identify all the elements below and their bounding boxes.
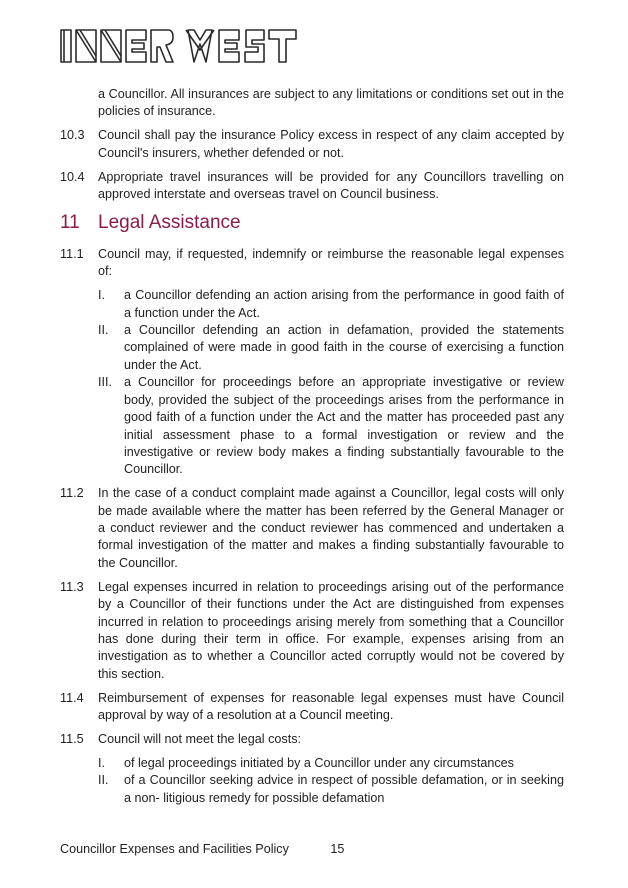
section-number: 11 — [60, 211, 80, 233]
paragraph-number: 11.2 — [60, 486, 84, 501]
list-item-marker: I. — [98, 288, 105, 303]
paragraph-number: 10.4 — [60, 169, 85, 184]
section-heading — [60, 210, 564, 236]
paragraph-11-2 — [60, 485, 564, 572]
section-title: Legal Assistance — [98, 211, 241, 233]
paragraph-text: Council may, if requested, indemnify or reimburse the reasonable legal expenses of: — [98, 246, 564, 279]
list-item-marker: III. — [98, 375, 112, 390]
paragraph-number: 10.3 — [60, 128, 85, 143]
list-item — [98, 322, 564, 374]
paragraph-text: Appropriate travel insurances will be provided for any Councillors travelling on approved interstate and overseas travel on Council business. — [98, 169, 564, 202]
document-body — [60, 86, 564, 814]
paragraph-11-3 — [60, 579, 564, 683]
sub-list-11-5 — [60, 755, 564, 807]
paragraph-number: 11.5 — [60, 732, 84, 746]
paragraph-text: Legal expenses incurred in relation to proceedings arising out of the performance by a Councillor of their functions under the Act are distinguished from expenses incurred in relation to proceedings arising merely from something that a Councillor has done during their term in office. For example, expenses arising from an investigation as to whether a Councillor acted corruptly would not be covered by this section. — [98, 579, 564, 681]
page-number: 15 — [330, 842, 345, 856]
paragraph-11-4 — [60, 690, 564, 725]
list-item-marker: I. — [98, 755, 105, 770]
paragraph-number: 11.4 — [60, 690, 84, 705]
list-item — [98, 755, 564, 772]
list-item-marker: II. — [98, 323, 109, 338]
list-item — [98, 287, 564, 322]
paragraph-11-1 — [60, 246, 564, 281]
list-item-text: of legal proceedings initiated by a Councillor under any circumstances — [124, 755, 514, 770]
page-footer — [60, 842, 344, 856]
footer-title: Councillor Expenses and Facilities Policy — [60, 842, 289, 856]
paragraph-11-5 — [60, 731, 564, 748]
list-item-text: of a Councillor seeking advice in respect of possible defamation, or in seeking a non- litigious remedy for possible defamation — [124, 773, 564, 805]
list-item — [98, 772, 564, 807]
paragraph-text: Council will not meet the legal costs: — [98, 732, 301, 746]
sub-list-11-1 — [60, 287, 564, 478]
paragraph-number: 11.1 — [60, 246, 84, 261]
list-item-marker: II. — [98, 773, 109, 788]
list-item-text: a Councillor defending an action arising from the performance in good faith of a function under the Act. — [124, 288, 564, 320]
list-item — [98, 374, 564, 478]
paragraph-text: Reimbursement of expenses for reasonable legal expenses must have Council approval by way of a resolution at a Council meeting. — [98, 690, 564, 723]
paragraph-number: 11.3 — [60, 579, 84, 594]
list-item-text: a Councillor for proceedings before an appropriate investigative or review body, provided the subject of the proceedings arises from the performance in good faith of a function under the Act and the matter has proceeded past any initial assessment phase to a formal investigation or review and the investigative or review body makes a finding substantially favourable to the Councillor. — [124, 375, 564, 477]
paragraph-10-3 — [60, 127, 564, 162]
paragraph-text: In the case of a conduct complaint made against a Councillor, legal costs will only be made available where the matter has been referred by the General Manager or a conduct reviewer and the conduct reviewer has commenced and undertaken a formal investigation of the matter and makes a finding substantially favourable to the Councillor. — [98, 486, 564, 570]
paragraph-continuation: a Councillor. All insurances are subject to any limitations or conditions set out in the policies of insurance. — [98, 87, 564, 119]
list-item-text: a Councillor defending an action in defamation, provided the statements complained of were made in good faith in the course of exercising a function under the Act. — [124, 323, 564, 372]
inner-west-logo — [60, 28, 298, 64]
paragraph-text: Council shall pay the insurance Policy excess in respect of any claim accepted by Council's insurers, whether defended or not. — [98, 128, 564, 160]
paragraph-10-4 — [60, 169, 564, 204]
